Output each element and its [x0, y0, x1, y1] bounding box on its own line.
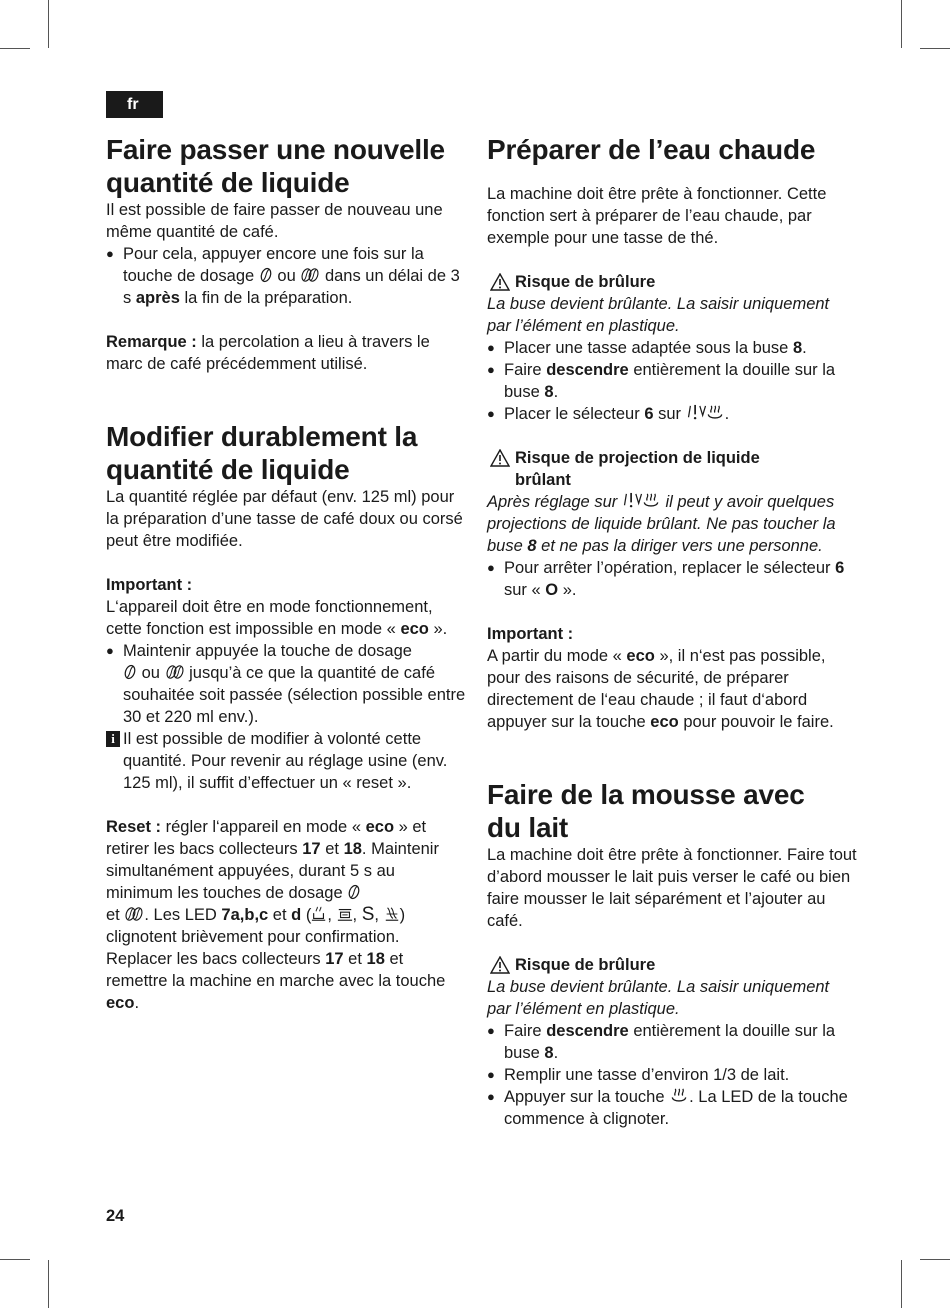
warning-triangle-icon — [490, 956, 510, 974]
warning-text: La buse devient brûlante. La saisir uniquement par l’élément en plastique. — [487, 978, 830, 1018]
instruction-bullet: ● Placer le sélecteur 6 sur . — [487, 403, 857, 425]
heading-modify-quantity: Modifier durablement la quantité de liquide — [106, 421, 418, 485]
crop-mark — [48, 1260, 49, 1308]
important-paragraph: A partir du mode « eco », il n‘est pas possible, pour des raisons de sécurité, de préparer directement de l‘eau chaude ; il faut d‘abord appuyer sur la touche eco pour pouvoir le faire. — [487, 647, 834, 731]
instruction-bullet: ● Pour arrêter l’opération, replacer le sélecteur 6 sur « O ». — [487, 557, 857, 601]
remark-paragraph: Remarque : la percolation a lieu à travers le marc de café précédemment utilisé. — [106, 333, 430, 373]
warning-text: Après réglage sur il peut y avoir quelques projections de liquide brûlant. Ne pas toucher la buse 8 et ne pas la diriger vers une personne. — [487, 493, 836, 555]
info-box-icon: i — [106, 731, 120, 747]
double-bean-icon — [165, 664, 185, 680]
warning-heading: Risque de brûlure — [487, 271, 857, 293]
page-number: 24 — [106, 1207, 125, 1225]
intro-paragraph: La quantité réglée par défaut (env. 125 ml) pour la préparation d’une tasse de café doux ou corsé peut être modifiée. — [106, 488, 463, 550]
descale-icon — [384, 906, 400, 922]
heading-milk-froth: Faire de la mousse avec du lait — [487, 779, 805, 843]
warning-heading: Risque de projection de liquide brûlant — [487, 447, 857, 491]
steam-icon — [641, 492, 661, 509]
reset-paragraph: Reset : régler l‘appareil en mode « eco » et retirer les bacs collecteurs 17 et 18. Maintenir simultanément appuyées, durant 5 s au minimum les touches de dosage et . Les LED 7a,b,c et d ( , , S, ) clignotent brièvement pour confirmation. Replacer les bacs collecteurs 17 et 18 et remettre la machine en marche avec la touche eco. — [106, 818, 446, 1012]
instruction-bullet: ● Maintenir appuyée la touche de dosage ou jusqu’à ce que la quantité de café souhaitée soit passée (sélection possible entre 30 et 220 ml env.). — [106, 640, 466, 728]
crop-mark — [920, 48, 950, 49]
s-symbol: S — [361, 904, 375, 925]
warning-triangle-icon — [490, 273, 510, 291]
crop-mark — [901, 0, 902, 48]
left-column — [106, 133, 466, 1014]
crop-mark — [920, 1259, 950, 1260]
warning-heading: Risque de brûlure — [487, 954, 857, 976]
important-label: Important : — [487, 625, 574, 643]
instruction-bullet: ● Remplir une tasse d’environ 1/3 de lait. — [487, 1064, 857, 1086]
crop-mark — [48, 0, 49, 48]
double-bean-icon — [300, 267, 320, 283]
heading-line: quantité de liquide — [106, 167, 350, 198]
cup-tray-icon — [337, 906, 353, 922]
instruction-bullet: ● Pour cela, appuyer encore une fois sur la touche de dosage ou dans un délai de 3 s après la fin de la préparation. — [106, 243, 466, 309]
info-note: i Il est possible de modifier à volonté cette quantité. Pour revenir au réglage usine (env. 125 ml), il suffit d’effectuer un « reset ». — [106, 728, 466, 794]
single-bean-icon — [259, 267, 273, 283]
cup-steam-icon — [311, 906, 327, 922]
intro-paragraph: La machine doit être prête à fonctionner. Cette fonction sert à préparer de l’eau chaude, par exemple pour une tasse de thé. — [487, 185, 827, 247]
steam-icon — [705, 404, 725, 421]
right-column — [487, 133, 857, 1130]
important-paragraph: L‘appareil doit être en mode fonctionnement, cette fonction est impossible en mode « eco ». — [106, 598, 448, 638]
instruction-bullet: ● Faire descendre entièrement la douille sur la buse 8. — [487, 359, 857, 403]
important-label: Important : — [106, 576, 193, 594]
language-tab: fr — [106, 91, 163, 118]
instruction-bullet: ● Appuyer sur la touche . La LED de la touche commence à clignoter. — [487, 1086, 857, 1130]
steam-icon — [669, 1087, 689, 1104]
intro-paragraph: Il est possible de faire passer de nouveau une même quantité de café. — [106, 201, 443, 241]
crop-mark — [901, 1260, 902, 1308]
single-bean-icon — [347, 884, 361, 900]
instruction-bullet: ● Placer une tasse adaptée sous la buse 8. — [487, 337, 857, 359]
crop-mark — [0, 1259, 30, 1260]
instruction-bullet: ● Faire descendre entièrement la douille sur la buse 8. — [487, 1020, 857, 1064]
heading-new-quantity — [106, 133, 466, 199]
single-bean-icon — [123, 664, 137, 680]
intro-paragraph: La machine doit être prête à fonctionner. Faire tout d’abord mousser le lait puis verser le café ou bien faire mousser le lait séparément et l’ajouter au café. — [487, 846, 857, 930]
warning-triangle-icon — [490, 449, 510, 467]
warning-text: La buse devient brûlante. La saisir uniquement par l’élément en plastique. — [487, 295, 830, 335]
crop-mark — [0, 48, 30, 49]
double-bean-icon — [124, 906, 144, 922]
heading-line: Faire passer une nouvelle — [106, 134, 445, 165]
heading-hot-water: Préparer de l’eau chaude — [487, 134, 816, 165]
